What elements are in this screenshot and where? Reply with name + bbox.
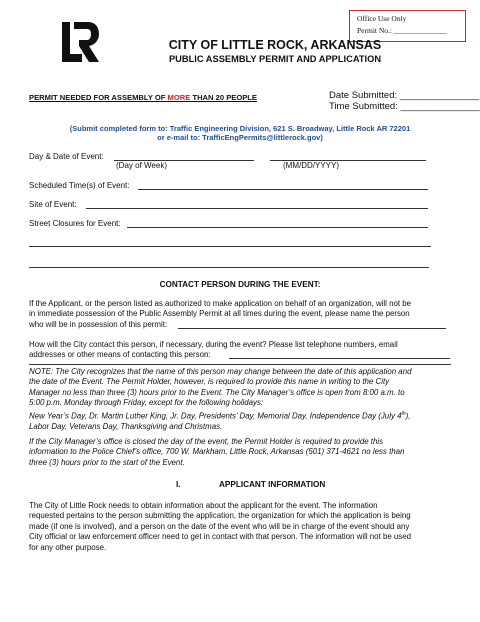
permit-needed-notice: PERMIT NEEDED FOR ASSEMBLY OF MORE THAN 20 PEOPLE [29, 93, 257, 102]
applicant-info-paragraph: The City of Little Rock needs to obtain information about the applicant for the event. The information requested pertains to the person submitting the application, the organization for which the application is being made (if one is involved), and a person on the date of the event who will be in charge of the event should any City official or law enforcement officer need to get in contact with that person. The information will not be used for any other purpose. [29, 501, 412, 552]
street-closures-input-line2[interactable] [29, 246, 431, 247]
city-logo [60, 20, 100, 64]
day-of-week-caption: (Day of Week) [116, 161, 167, 170]
contact-method-input-line2[interactable] [29, 364, 451, 365]
contact-method-input[interactable] [229, 358, 450, 359]
note-paragraph: NOTE: The City recognizes that the name of this person may change between the date of this application and the date of the Event. The Permit Holder, however, is required to provide this name in writing to the City Manager no less than three (3) hours prior to the Event. The City Manager’s office is open from 8:00 a.m. to 5:00 p.m. Monday through Friday, except for the following holidays: New Year’s Day, Dr. Martin Luther King, Jr. Day, Presidents’ Day, Memorial Day, Independence Day (July 4th), Labor Day, Veterans Day, Thanksgiving and Christmas. [29, 367, 412, 431]
office-use-label: Office Use Only [357, 14, 407, 23]
permit-holder-name-input[interactable] [178, 328, 446, 329]
street-closures-input-line3[interactable] [29, 267, 429, 268]
scheduled-time-input[interactable] [138, 189, 428, 190]
site-label: Site of Event: [29, 200, 77, 209]
submit-instructions: (Submit completed form to: Traffic Engineering Division, 621 S. Broadway, Little Rock AR 72201 [69, 124, 411, 133]
date-submitted-field[interactable]: Date Submitted: _______________ [329, 90, 480, 101]
section-number: I. [176, 480, 181, 489]
permit-number-field[interactable]: Permit No.: ______________ [357, 26, 447, 35]
ordinal-suffix: th [401, 410, 406, 417]
time-submitted-field[interactable]: Time Submitted: _______________ [329, 101, 480, 112]
more-emphasis: MORE [167, 93, 191, 102]
day-date-label: Day & Date of Event: [29, 152, 104, 161]
page-title: CITY OF LITTLE ROCK, ARKANSAS [168, 38, 382, 52]
submit-email: or e-mail to: TrafficEngPermits@littlerock.gov) [157, 133, 323, 142]
date-format-caption: (MM/DD/YYYY) [283, 161, 339, 170]
contact-section-title: CONTACT PERSON DURING THE EVENT: [159, 280, 321, 289]
office-closed-paragraph: If the City Manager’s office is closed the day of the event, the Permit Holder is required to provide this information to the Police Chief’s office, 700 W. Markham, Little Rock, Arkansas (501) 371-4621 no less than three (3) hours prior to the start of the Event. [29, 437, 405, 467]
contact-method-paragraph: How will the City contact this person, if necessary, during the event? Please list telephone numbers, email addresses or other means of contacting this person: [29, 340, 398, 360]
section-heading: APPLICANT INFORMATION [219, 480, 326, 489]
contact-paragraph: If the Applicant, or the person listed as authorized to make application on behalf of an organization, will not be in immediate possession of the Public Assembly Permit at all times during the event, please name the person who will be in possession of this permit: [29, 299, 412, 329]
scheduled-time-label: Scheduled Time(s) of Event: [29, 181, 130, 190]
site-input[interactable] [86, 208, 428, 209]
page-subtitle: PUBLIC ASSEMBLY PERMIT AND APPLICATION [168, 54, 382, 64]
street-closures-label: Street Closures for Event: [29, 219, 121, 228]
street-closures-input[interactable] [127, 227, 428, 228]
